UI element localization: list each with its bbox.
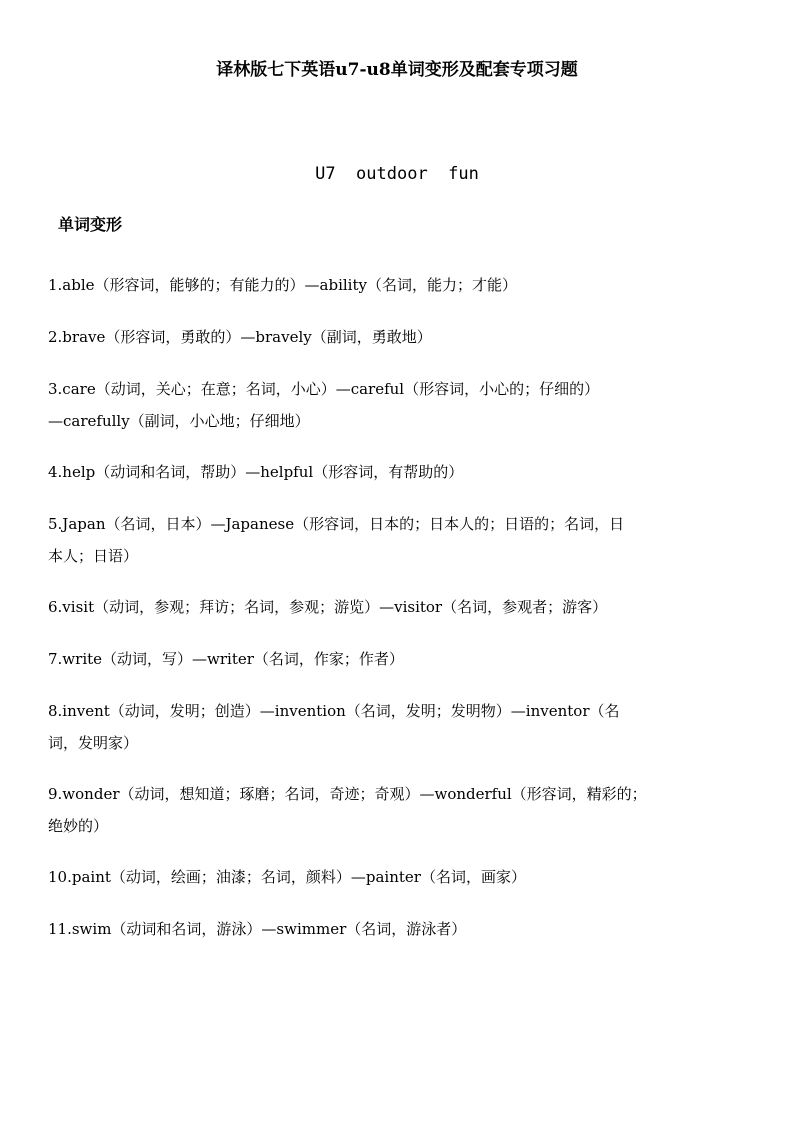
- entry-line: 词，发明家）: [48, 734, 139, 752]
- list-item: [48, 908, 748, 951]
- list-item: [48, 316, 748, 359]
- entry-line: 11.swim（动词和名词，游泳）—swimmer（名词，游泳者）: [48, 920, 467, 938]
- entry-line: 3.care（动词，关心；在意；名词，小心）—careful（形容词，小心的；仔细的）: [48, 380, 600, 398]
- list-item: [48, 690, 748, 764]
- list-item: [48, 586, 748, 629]
- list-item: [48, 264, 748, 307]
- list-item: [48, 503, 748, 577]
- entry-line: —carefully（副词，小心地；仔细地）: [48, 412, 310, 430]
- list-item: [48, 451, 748, 494]
- entry-line: 绝妙的）: [48, 817, 109, 835]
- entry-line: 7.write（动词，写）—writer（名词，作家；作者）: [48, 650, 404, 668]
- entry-line: 6.visit（动词，参观；拜访；名词，参观；游览）—visitor（名词，参观者；游客）: [48, 598, 608, 616]
- list-item: [48, 368, 748, 442]
- entry-line: 本人；日语）: [48, 547, 139, 565]
- entry-line: 5.Japan（名词，日本）—Japanese（形容词，日本的；日本人的；日语的；名词，日: [48, 515, 625, 533]
- entry-line: 2.brave（形容词，勇敢的）—bravely（副词，勇敢地）: [48, 328, 432, 346]
- section-heading: 单词变形: [58, 215, 123, 234]
- list-item: [48, 856, 748, 899]
- document-title: 译林版七下英语u7-u8单词变形及配套专项习题: [216, 60, 578, 80]
- entry-line: 9.wonder（动词，想知道；琢磨；名词，奇迹；奇观）—wonderful（形容词，精彩的；: [48, 785, 647, 803]
- entry-line: 8.invent（动词，发明；创造）—invention（名词，发明；发明物）—inventor（名: [48, 702, 620, 720]
- unit-title: U7 outdoor fun: [315, 164, 479, 184]
- word-forms-list: [48, 264, 748, 960]
- list-item: [48, 773, 748, 847]
- entry-line: 1.able（形容词，能够的；有能力的）—ability（名词，能力；才能）: [48, 276, 517, 294]
- entry-line: 4.help（动词和名词，帮助）—helpful（形容词，有帮助的）: [48, 463, 464, 481]
- entry-line: 10.paint（动词，绘画；油漆；名词，颜料）—painter（名词，画家）: [48, 868, 526, 886]
- list-item: [48, 638, 748, 681]
